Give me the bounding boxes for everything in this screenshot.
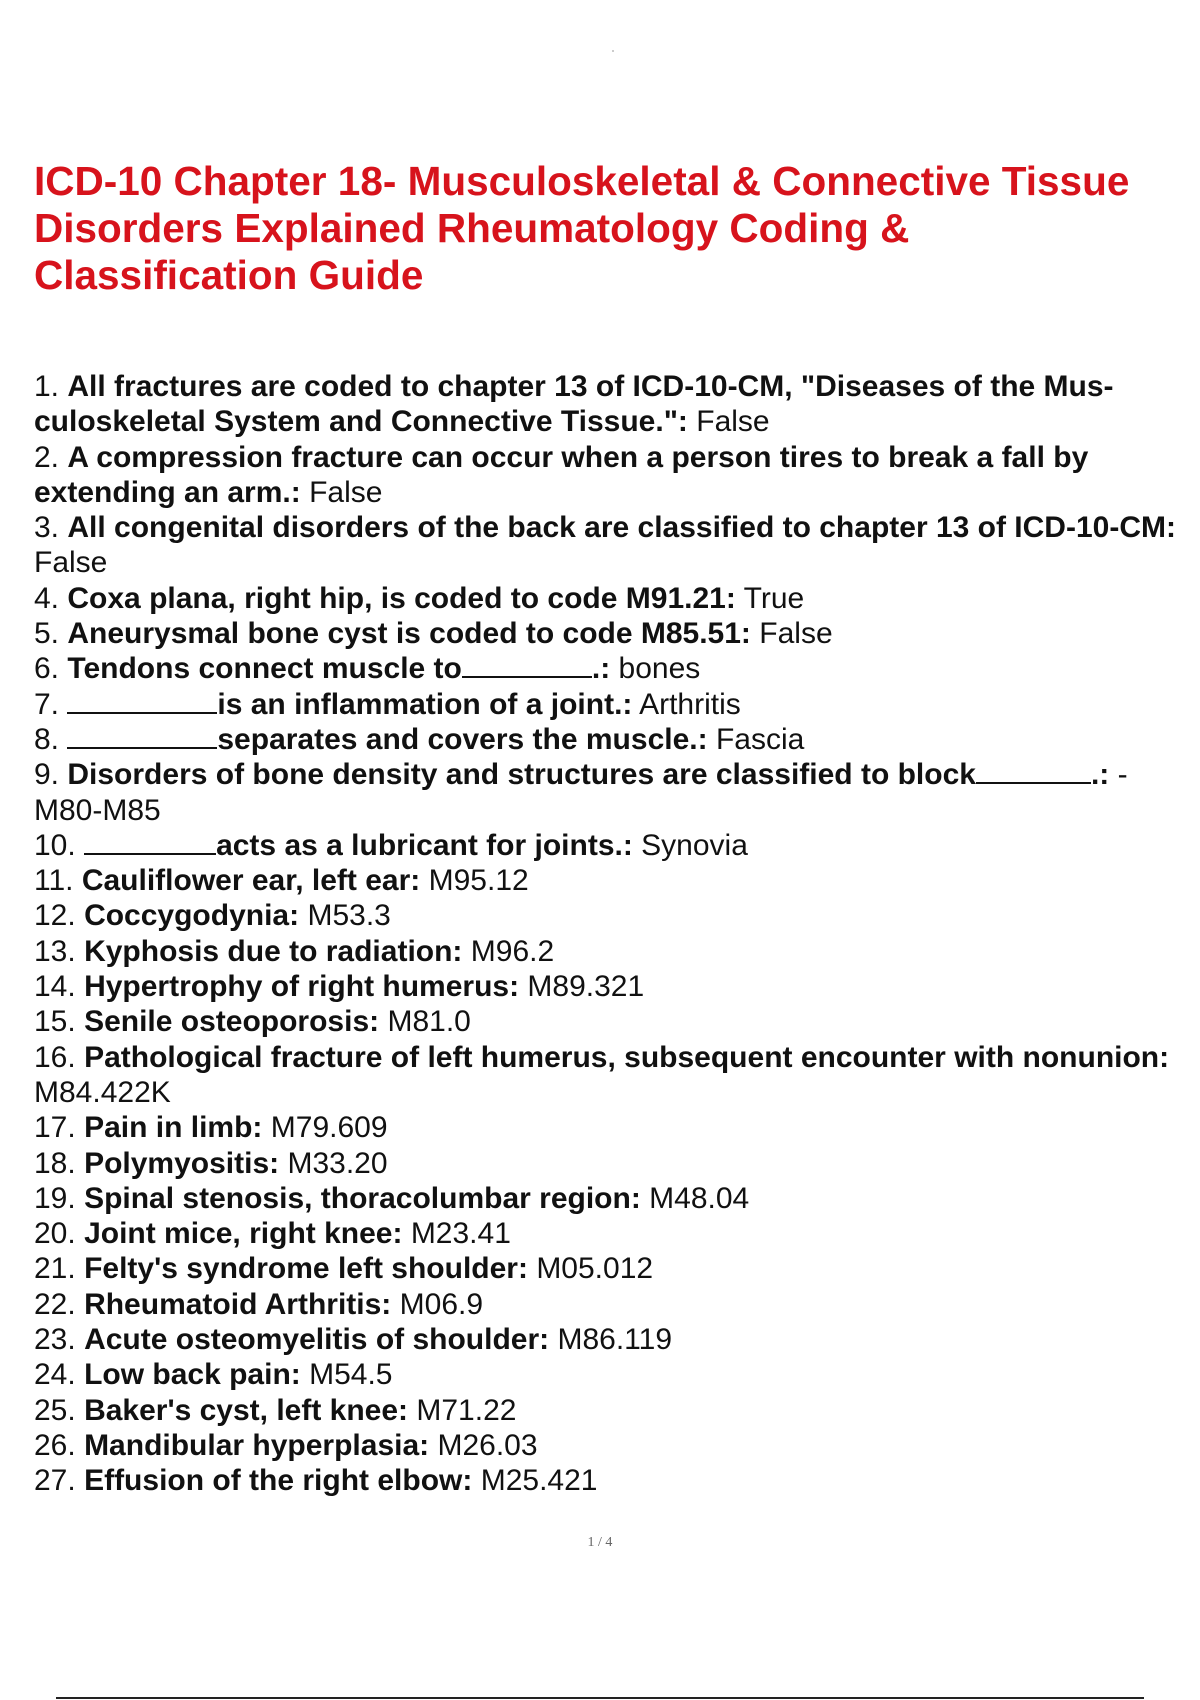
list-item [34,863,1194,898]
list-item [34,369,1194,440]
list-item [34,616,1194,651]
question-text: Cauliflower ear, left ear: [81,864,421,898]
list-item [34,1251,1194,1286]
list-item [34,651,1194,686]
list-item [34,1004,1194,1039]
question-text: separates and covers the muscle.: [217,722,708,756]
question-text: Mandibular hyperplasia: [84,1428,430,1462]
answer-text: M89.321 [527,970,645,1004]
page-number: 1 / 4 [587,1535,613,1550]
question-text-end: .: [1090,758,1110,792]
item-number: 24. [34,1358,76,1392]
answer-text: M86.119 [557,1323,673,1357]
item-number: 20. [34,1217,76,1251]
answer-text: M06.9 [399,1287,484,1321]
item-number: 23. [34,1323,76,1357]
fill-in-blank [462,652,592,678]
answer-text: False [759,617,833,651]
answer-text: M54.5 [309,1358,393,1392]
question-text: A compression fracture can occur when a person tires to break a fall by extending an arm.: [34,440,1089,509]
list-item [34,1040,1194,1111]
list-item [34,1463,1194,1498]
item-number: 7. [34,687,60,721]
answer-text: M26.03 [437,1428,538,1462]
answer-text: Synovia [641,828,748,862]
question-text: Spinal stenosis, thoracolumbar region: [84,1181,641,1215]
list-item [34,440,1194,511]
question-text: Felty's syndrome left shoulder: [84,1252,528,1286]
question-text: Baker's cyst, left knee: [84,1393,409,1427]
fill-in-blank [976,758,1091,784]
question-text: is an inflammation of a joint.: [217,687,633,721]
question-text: Joint mice, right knee: [84,1217,403,1251]
list-item [34,1428,1194,1463]
item-number: 13. [34,934,76,968]
answer-text: Arthritis [639,687,741,721]
question-list [34,369,1194,1499]
item-number: 5. [34,617,60,651]
item-number: 9. [34,758,60,792]
list-item [34,1181,1194,1216]
list-item [34,687,1194,722]
item-number: 11. [34,864,74,898]
list-item [34,722,1194,757]
answer-text: M95.12 [428,864,529,898]
item-number: 12. [34,899,76,933]
item-number: 6. [34,652,60,686]
list-item [34,1287,1194,1322]
top-dot [612,50,614,52]
fill-in-blank [67,688,217,714]
list-item [34,898,1194,933]
item-number: 18. [34,1146,76,1180]
answer-text: False [309,475,383,509]
answer-text: M53.3 [307,899,391,933]
list-item [34,581,1194,616]
answer-text: M23.41 [410,1217,511,1251]
question-text: Senile osteoporosis: [84,1005,380,1039]
answer-text: - M80-M85 [34,758,1128,827]
item-number: 4. [34,581,60,615]
list-item [34,1393,1194,1428]
question-text: Acute osteomyelitis of shoulder: [84,1323,550,1357]
list-item [34,1357,1194,1392]
answer-text: Fascia [715,722,805,756]
fill-in-blank [67,723,217,749]
item-number: 15. [34,1005,76,1039]
answer-text: M79.609 [270,1111,388,1145]
item-number: 14. [34,970,76,1004]
item-number: 10. [34,828,76,862]
item-number: 19. [34,1181,76,1215]
list-item [34,934,1194,969]
question-text: Tendons connect muscle to [67,652,462,686]
footer-divider [56,1697,1144,1699]
question-text: Disorders of bone density and structures are classified to block [67,758,976,792]
question-text: All congenital disorders of the back are classified to chapter 13 of ICD-10-CM: [67,511,1176,545]
question-text: Kyphosis due to radiation: [84,934,463,968]
item-number: 16. [34,1040,76,1074]
answer-text: M05.012 [536,1252,654,1286]
item-number: 27. [34,1464,76,1498]
question-text: Effusion of the right elbow: [84,1464,473,1498]
answer-text: M25.421 [480,1464,598,1498]
question-text: acts as a lubricant for joints.: [216,828,633,862]
answer-text: M71.22 [416,1393,517,1427]
item-number: 3. [34,511,60,545]
answer-text: bones [618,652,701,686]
list-item [34,1216,1194,1251]
item-number: 8. [34,722,60,756]
question-text: Low back pain: [84,1358,301,1392]
list-item [34,757,1194,828]
list-item [34,969,1194,1004]
list-item [34,1110,1194,1145]
answer-text: True [743,581,805,615]
question-text: Coccygodynia: [84,899,300,933]
answer-text: M33.20 [287,1146,388,1180]
list-item [34,1146,1194,1181]
question-text: Polymyositis: [84,1146,280,1180]
item-number: 25. [34,1393,76,1427]
answer-text: M81.0 [387,1005,471,1039]
item-number: 17. [34,1111,76,1145]
page-title: ICD-10 Chapter 18- Musculoskeletal & Connective Tissue Disorders Explained Rheumatology Coding & Classification Guide [34,158,1130,298]
answer-text: M84.422K [34,1075,171,1109]
question-text: Hypertrophy of right humerus: [84,970,520,1004]
question-text: All fractures are coded to chapter 13 of ICD-10-CM, "Diseases of the Mus-culoskeletal System and Connective Tissue.": [34,370,1114,439]
question-text: Coxa plana, right hip, is coded to code M91.21: [67,581,736,615]
question-text: Pain in limb: [84,1111,263,1145]
question-text: Rheumatoid Arthritis: [84,1287,392,1321]
item-number: 1. [34,370,60,403]
answer-text: M48.04 [649,1181,750,1215]
answer-text: M96.2 [470,934,555,968]
list-item [34,510,1194,581]
question-text: Aneurysmal bone cyst is coded to code M85.51: [67,617,751,651]
list-item [34,1322,1194,1357]
list-item [34,828,1194,863]
item-number: 2. [34,440,60,474]
question-text: Pathological fracture of left humerus, subsequent encounter with nonunion: [84,1040,1170,1074]
fill-in-blank [84,829,216,855]
item-number: 22. [34,1287,76,1321]
answer-text: False [34,546,108,580]
question-text-end: .: [591,652,611,686]
item-number: 26. [34,1428,76,1462]
item-number: 21. [34,1252,76,1286]
answer-text: False [696,405,770,439]
